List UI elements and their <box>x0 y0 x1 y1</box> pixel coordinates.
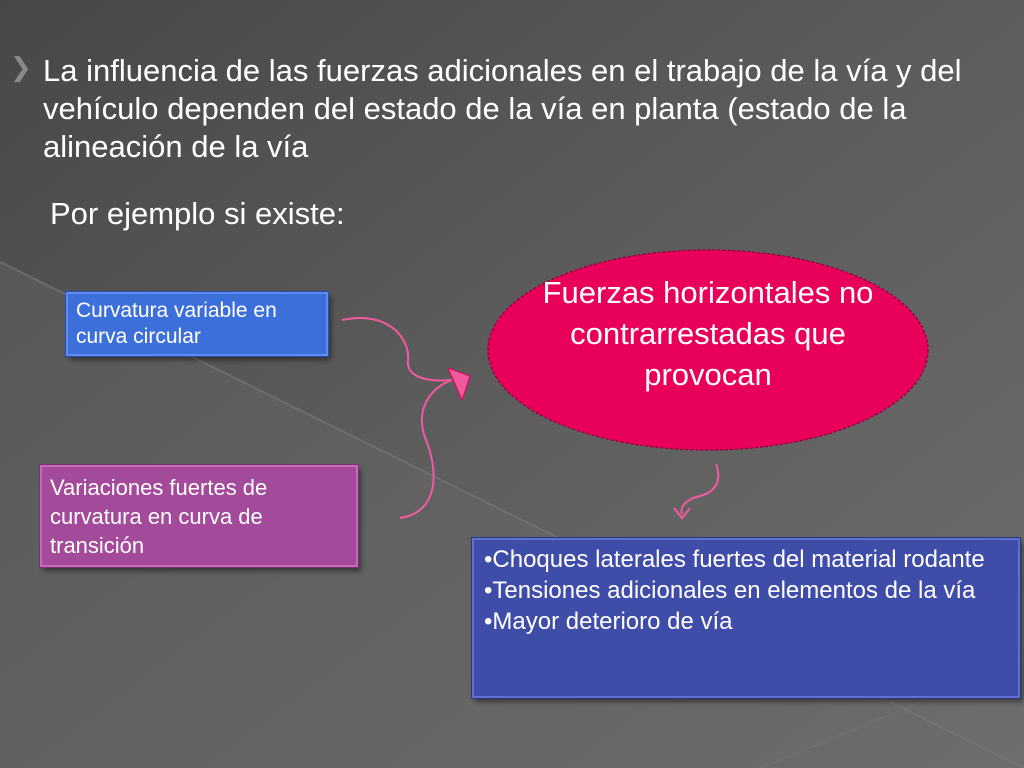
center-ellipse-text: Fuerzas horizontales no contrarrestadas que provocan <box>542 275 874 392</box>
connector-arrow-2 <box>400 380 452 518</box>
effect-item: •Tensiones adicionales en elementos de la vía <box>484 577 976 604</box>
effects-box <box>472 538 1020 698</box>
connector-arrow-1 <box>342 318 452 380</box>
cause-box-transition-curve <box>40 465 358 567</box>
effect-item: •Mayor deterioro de vía <box>484 608 733 635</box>
example-text: Por ejemplo si existe: <box>50 196 345 231</box>
effect-item: •Choques laterales fuertes del material rodante <box>484 546 985 573</box>
connector-arrowhead-icon <box>448 368 470 400</box>
intro-text: La influencia de las fuerzas adicionales en el trabajo de la vía y del vehículo dependen del estado de la vía en planta (estado de la alineación de la vía <box>43 53 962 164</box>
cause-box-circular-curve <box>66 292 328 356</box>
connector-arrow-3 <box>682 464 719 514</box>
title-bullet-icon: ❯ <box>10 52 32 82</box>
cause-text: Curvatura variable en curva circular <box>76 299 277 348</box>
cause-text: Variaciones fuertes de curvatura en curva de transición <box>50 475 268 558</box>
